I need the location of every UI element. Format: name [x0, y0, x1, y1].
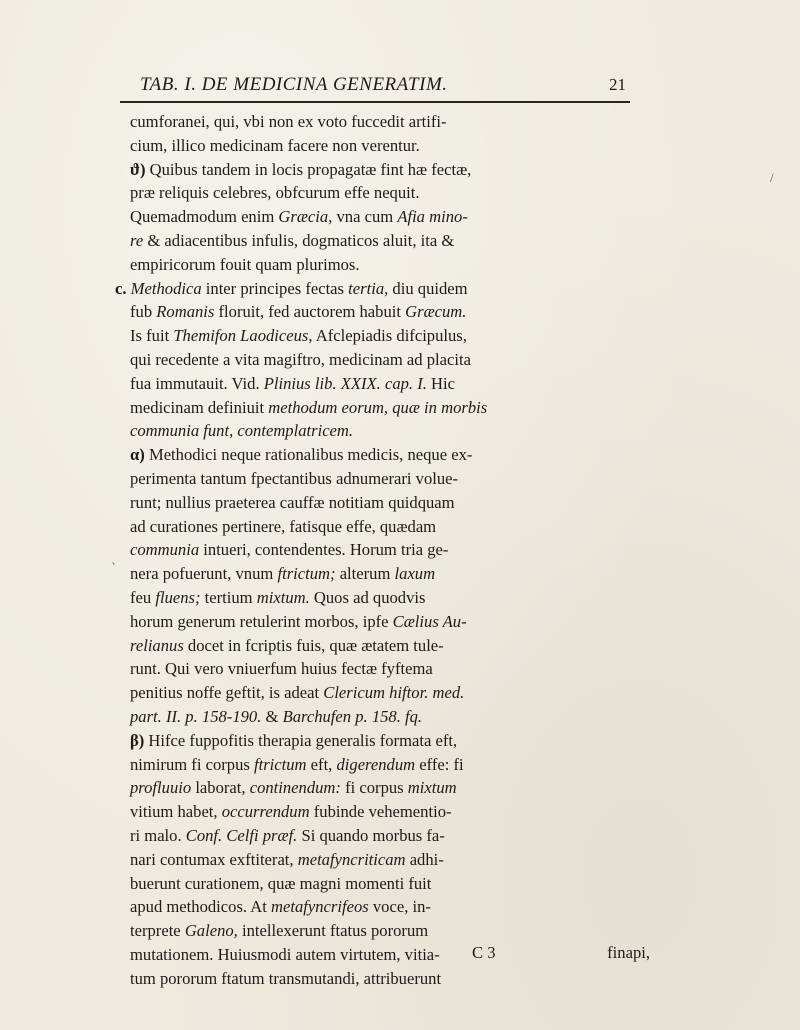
- text-segment: runt; nullius praeterea cauffæ notitiam quidquam: [130, 492, 455, 512]
- text-segment: Afia mino-: [397, 207, 468, 227]
- text-segment: præ reliquis celebres, obfcurum effe nequit.: [130, 183, 420, 203]
- text-line: [130, 610, 650, 634]
- margin-stroke: /: [770, 170, 774, 185]
- text-line: [130, 634, 650, 658]
- margin-stroke: ‵: [112, 560, 115, 575]
- text-segment: fub: [130, 302, 157, 322]
- text-segment: Barchufen p. 158. fq.: [282, 706, 423, 726]
- paragraph-marker: ϑ): [130, 159, 150, 179]
- text-segment: alterum: [335, 564, 395, 584]
- signature-mark: C 3: [472, 943, 496, 962]
- text-line: [130, 895, 650, 919]
- text-line: [130, 110, 650, 134]
- text-segment: fubinde vehementio-: [309, 802, 452, 822]
- text-segment: & adiacentibus infulis, dogmaticos aluit, ita &: [143, 230, 455, 250]
- text-segment: part. II. p. 158-190.: [130, 706, 262, 726]
- running-title: TAB. I. DE MEDICINA GENERATIM.: [140, 74, 448, 95]
- text-line: [130, 253, 650, 277]
- text-segment: communia funt, contemplatricem.: [130, 421, 354, 441]
- text-segment: ad curationes pertinere, fatisque effe, quædam: [130, 516, 437, 536]
- text-line: [115, 277, 650, 301]
- text-segment: medicinam definiuit: [130, 397, 269, 417]
- text-segment: vna cum: [332, 207, 398, 227]
- text-line: [130, 538, 650, 562]
- text-segment: empiricorum fouit quam plurimos.: [130, 254, 360, 274]
- text-segment: nimirum fi corpus: [130, 754, 254, 774]
- text-segment: nera pofuerunt, vnum: [130, 564, 278, 584]
- text-segment: terprete: [130, 921, 185, 941]
- text-segment: laborat,: [191, 778, 250, 798]
- text-segment: metafyncrifeos: [271, 897, 369, 917]
- text-line: [130, 776, 650, 800]
- text-segment: metafyncriticam: [297, 849, 406, 869]
- text-segment: Conf. Celfi præf.: [185, 825, 298, 845]
- text-segment: feu: [130, 587, 156, 607]
- text-line: [130, 348, 650, 372]
- text-segment: continendum:: [249, 778, 341, 798]
- text-segment: inter principes fectas: [201, 278, 349, 298]
- text-line: [130, 491, 650, 515]
- text-segment: apud methodicos. At: [130, 897, 272, 917]
- text-segment: Græcum.: [405, 302, 467, 322]
- text-segment: Methodica: [130, 278, 202, 298]
- text-segment: floruit, fed auctorem habuit: [214, 302, 406, 322]
- text-segment: docet in fcriptis fuis, quæ ætatem tule-: [183, 635, 444, 655]
- text-segment: Afclepiadis difcipulus,: [312, 326, 467, 346]
- text-segment: qui recedente a vita magiftro, medicinam ad placita: [130, 349, 471, 369]
- text-segment: diu quidem: [388, 278, 468, 298]
- text-line: [130, 586, 650, 610]
- text-line: [130, 705, 650, 729]
- text-segment: Quos ad quodvis: [309, 587, 426, 607]
- text-segment: perimenta tantum fpectantibus adnumerari volue-: [130, 468, 459, 488]
- text-segment: Hic: [426, 373, 456, 393]
- text-segment: vitium habet,: [130, 802, 222, 822]
- text-line: [130, 396, 650, 420]
- text-line: [130, 824, 650, 848]
- text-line: [130, 919, 650, 943]
- text-segment: Clericum hiftor. med.: [323, 683, 465, 703]
- text-segment: Themifon Laodiceus,: [173, 326, 313, 346]
- text-segment: adhi-: [405, 849, 444, 869]
- text-segment: runt. Qui vero vniuerfum huius fectæ fyftema: [130, 659, 433, 679]
- text-segment: tertia,: [348, 278, 389, 298]
- catchword: finapi,: [607, 943, 650, 962]
- text-line: [130, 134, 650, 158]
- paragraph-marker: β): [130, 730, 149, 750]
- text-segment: fluens;: [155, 587, 201, 607]
- text-segment: digerendum: [336, 754, 416, 774]
- text-segment: Græcia,: [278, 207, 333, 227]
- text-line: [130, 753, 650, 777]
- text-segment: Is fuit: [130, 326, 174, 346]
- text-segment: profluuio: [130, 778, 192, 798]
- text-line: [130, 729, 650, 753]
- text-segment: penitius noffe geftit, is adeat: [130, 683, 324, 703]
- text-segment: Quemadmodum enim: [130, 207, 279, 227]
- text-segment: nari contumax exftiterat,: [130, 849, 298, 869]
- text-segment: eft,: [306, 754, 337, 774]
- text-segment: Romanis: [156, 302, 215, 322]
- text-segment: cumforanei, qui, vbi non ex voto fuccedit artifi-: [130, 112, 447, 131]
- text-segment: mixtum.: [256, 587, 310, 607]
- text-line: [130, 181, 650, 205]
- text-segment: Plinius lib. XXIX. cap. I.: [263, 373, 427, 393]
- text-line: [130, 872, 650, 896]
- text-line: [130, 300, 650, 324]
- header-rule: [120, 101, 630, 103]
- text-segment: buerunt curationem, quæ magni momenti fuit: [130, 873, 432, 893]
- page-header: [140, 74, 640, 100]
- text-line: [130, 562, 650, 586]
- text-line: [130, 229, 650, 253]
- text-segment: intueri, contendentes. Horum tria ge-: [199, 540, 449, 560]
- text-segment: horum generum retulerint morbos, ipfe: [130, 611, 393, 631]
- text-line: [130, 324, 650, 348]
- text-line: [130, 205, 650, 229]
- text-line: [130, 657, 650, 681]
- text-segment: Galeno,: [184, 921, 238, 941]
- text-segment: tertium: [200, 587, 257, 607]
- paragraph-marker: α): [130, 445, 149, 465]
- text-line: [130, 419, 650, 443]
- text-segment: mixtum: [407, 778, 457, 798]
- text-segment: fua immutauit. Vid.: [130, 373, 264, 393]
- text-segment: &: [261, 706, 283, 726]
- text-segment: ftrictum: [253, 754, 307, 774]
- text-segment: Hifce fuppofitis therapia generalis formata eft,: [148, 730, 458, 750]
- page-footer: [130, 943, 650, 967]
- text-segment: laxum: [394, 564, 436, 584]
- text-segment: ftrictum;: [277, 564, 336, 584]
- text-segment: re: [130, 230, 144, 250]
- text-line: [130, 443, 650, 467]
- text-segment: relianus: [130, 635, 184, 655]
- page-number: 21: [609, 75, 626, 94]
- text-segment: methodum eorum, quæ in morbis: [268, 397, 488, 417]
- body-text: [115, 110, 650, 990]
- text-line: [130, 800, 650, 824]
- text-segment: mutationem. Huiusmodi autem virtutem, vitia-: [130, 944, 440, 964]
- text-segment: voce, in-: [368, 897, 431, 917]
- text-line: [130, 848, 650, 872]
- text-segment: communia: [130, 540, 200, 560]
- text-segment: effe: fi: [415, 754, 464, 774]
- text-line: [130, 372, 650, 396]
- text-line: [130, 967, 650, 991]
- text-segment: cium, illico medicinam facere non verentur.: [130, 135, 420, 155]
- text-segment: ri malo.: [130, 825, 186, 845]
- text-segment: tum pororum ftatum transmutandi, attribuerunt: [130, 968, 442, 988]
- text-line: [130, 681, 650, 705]
- text-line: [130, 467, 650, 491]
- text-segment: occurrendum: [221, 802, 310, 822]
- paragraph-marker: c.: [115, 278, 131, 298]
- text-line: [130, 515, 650, 539]
- text-segment: Si quando morbus fa-: [297, 825, 445, 845]
- text-segment: Cælius Au-: [392, 611, 467, 631]
- text-segment: Quibus tandem in locis propagatæ fint hæ fectæ,: [149, 159, 472, 179]
- text-line: [130, 158, 650, 182]
- text-segment: fi corpus: [340, 778, 408, 798]
- text-segment: intellexerunt ftatus pororum: [237, 921, 429, 941]
- text-segment: Methodici neque rationalibus medicis, neque ex-: [148, 445, 473, 465]
